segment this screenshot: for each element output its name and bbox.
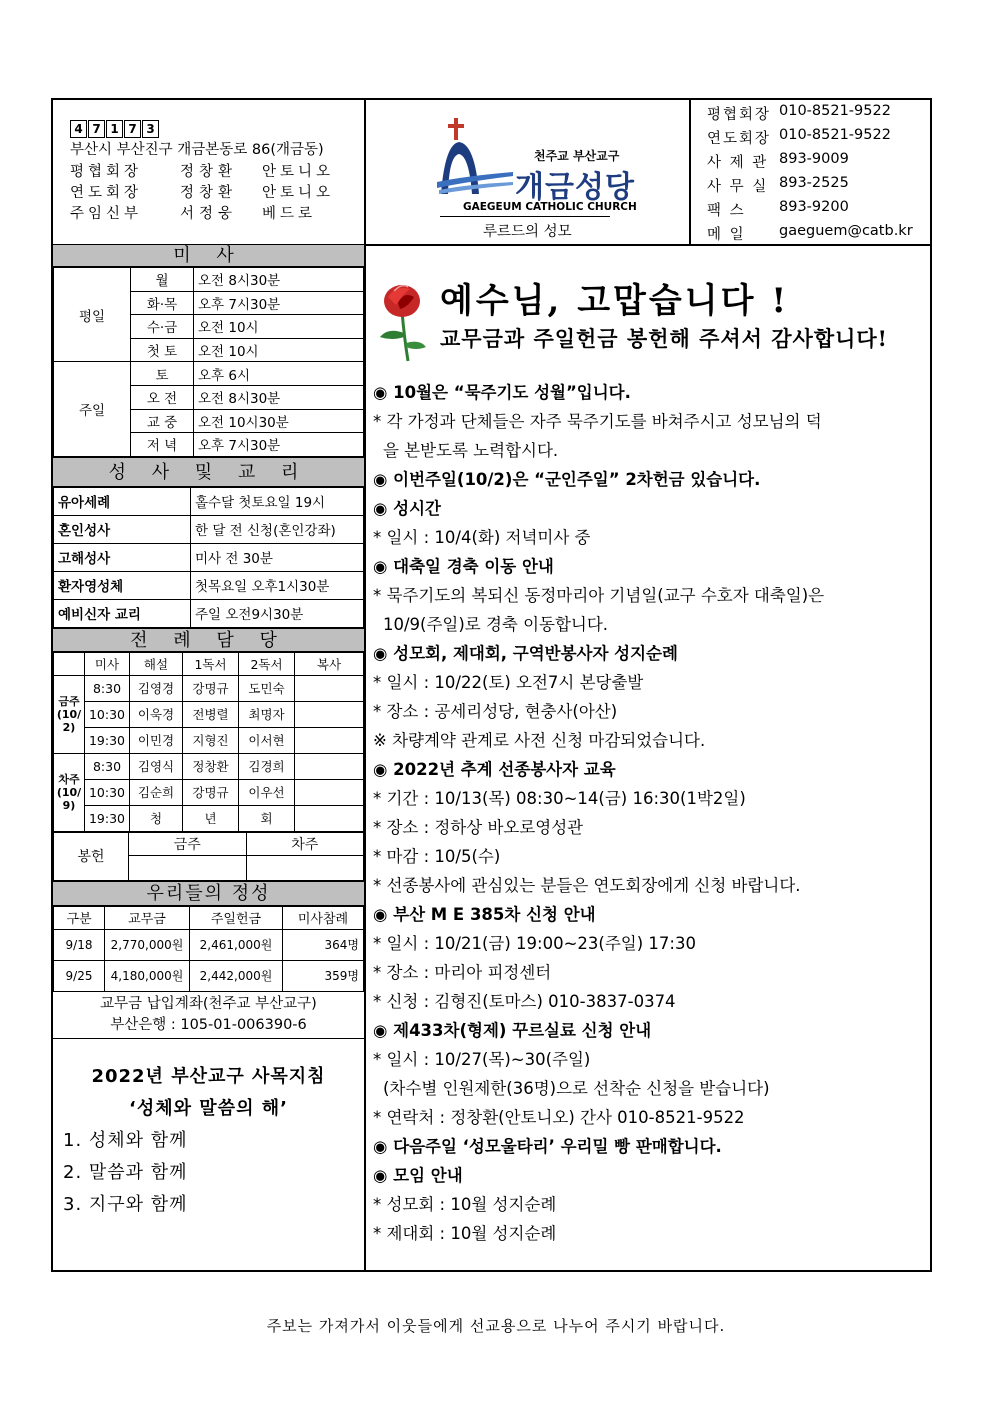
main-title: 예수님, 고맙습니다 ! [440, 281, 790, 321]
notice-line: * 선종봉사에 관심있는 분들은 연도회장에게 신청 바랍니다. [373, 876, 801, 895]
notice-line: * 일시 : 10/22(토) 오전7시 본당출발 [373, 673, 644, 692]
notice-line: * 장소 : 정하상 바오로영성관 [373, 818, 584, 837]
bulletin-page [51, 98, 932, 1272]
contact-row: 연도회장 010-8521-9522 [707, 127, 891, 147]
logo-divider [440, 216, 610, 217]
logo-english-name: GAEGEUM CATHOLIC CHURCH [463, 201, 637, 213]
notice-line: * 장소 : 마리아 피정센터 [373, 963, 552, 982]
notice-line: * 성모회 : 10월 성지순례 [373, 1195, 557, 1214]
donations-section-title: 우리들의 정성 [53, 881, 364, 906]
contact-row: 사 제 관 893-9009 [707, 151, 849, 171]
contact-row: 팩 스 893-9200 [707, 199, 849, 219]
notice-line: * 각 가정과 단체들은 자주 묵주기도를 바쳐주시고 성모님의 덕 [373, 412, 822, 431]
notice-heading: ◉ 제433차(형제) 꾸르실료 신청 안내 [373, 1021, 652, 1040]
notice-line: * 일시 : 10/4(화) 저녁미사 중 [373, 528, 591, 547]
logo-church-name: 개금성당 [515, 170, 635, 205]
notice-heading: ◉ 성모회, 제대회, 구역반봉사자 성지순례 [373, 644, 678, 663]
contact-row: 사 무 실 893-2525 [707, 175, 849, 195]
notice-line: (차수별 인원제한(36명)으로 선착순 신청을 받습니다) [383, 1079, 770, 1098]
motto-item: 3. 지구와 함께 [63, 1193, 188, 1215]
motto-item: 2. 말씀과 함께 [63, 1161, 188, 1183]
notice-heading: ◉ 성시간 [373, 499, 441, 518]
staff-row: 주임신부 서정웅 베드로 [70, 206, 317, 222]
notice-line: 을 본받도록 노력합시다. [383, 441, 559, 460]
notice-heading: ◉ 대축일 경축 이동 안내 [373, 557, 554, 576]
notice-line: * 마감 : 10/5(수) [373, 847, 501, 866]
notice-line: * 일시 : 10/21(금) 19:00~23(주일) 17:30 [373, 934, 696, 953]
church-logo-block [365, 100, 691, 244]
header [53, 100, 930, 246]
notice-line: * 일시 : 10/27(목)~30(주일) [373, 1050, 591, 1069]
rose-icon [374, 281, 430, 363]
notice-line: * 묵주기도의 복되신 동정마리아 기념일(교구 수호자 대축일)은 [373, 586, 825, 605]
notice-heading: ◉ 이번주일(10/2)은 “군인주일” 2차헌금 있습니다. [373, 470, 761, 489]
header-address-block [53, 100, 366, 244]
liturgy-table: 미사 해설 1독서 2독서 복사 금주(10/2) 8:30 김영경 강명규 도민숙 10:30 이욱경 전병렬 최명자 19:30 이민경 지형진 이서현 차주(10/9) 8:30 김영식 정창환 김경희 10:30 김순희 강명규 이우선 19:30 청 년 회 [53, 652, 364, 832]
patron-name: 루르드의 성모 [483, 224, 572, 240]
logo-diocese-text: 천주교 부산교구 [534, 149, 620, 163]
donations-table: 구분 교무금 주일헌금 미사참례 9/18 2,770,000원 2,461,000원 364명 9/25 4,180,000원 2,442,000원 359명 [53, 906, 364, 992]
main-subtitle: 교무금과 주일헌금 봉헌해 주셔서 감사합니다! [440, 326, 888, 351]
right-column [366, 245, 930, 1272]
notice-heading: ◉ 다음주일 ‘성모울타리’ 우리밀 빵 판매합니다. [373, 1137, 722, 1156]
notice-line: * 장소 : 공세리성당, 현충사(아산) [373, 702, 618, 721]
liturgy-section-title: 전 례 담 당 [53, 628, 364, 652]
motto-item: 1. 성체와 함께 [63, 1129, 188, 1151]
sacraments-section-title: 성 사 및 교 리 [53, 457, 364, 487]
account-info: 교무금 납입계좌(천주교 부산교구) 부산은행 : 105-01-006390-6 [100, 995, 317, 1033]
contact-row: 평협회장 010-8521-9522 [707, 103, 891, 123]
notice-line: * 연락처 : 정창환(안토니오) 간사 010-8521-9522 [373, 1108, 745, 1127]
notice-line: * 기간 : 10/13(목) 08:30~14(금) 16:30(1박2일) [373, 789, 746, 808]
staff-row: 평협회장 정창환 안토니오 [70, 164, 335, 180]
mass-section-title: 미 사 [53, 245, 364, 267]
notice-line: ※ 차량계약 관계로 사전 신청 마감되었습니다. [373, 731, 706, 750]
church-logo-icon [435, 116, 515, 200]
offering-table: 봉헌 금주 차주 [53, 832, 364, 881]
staff-row: 연도회장 정창환 안토니오 [70, 185, 335, 201]
sacraments-table: 유아세례 홀수달 첫토요일 19시 혼인성사 한 달 전 신청(혼인강좌) 고해성사 미사 전 30분 환자영성체 첫목요일 오후1시30분 예비신자 교리 주일 오전9시30분 [53, 487, 364, 628]
zip-code: 4 7 1 7 3 [70, 120, 159, 138]
address: 부산시 부산진구 개금본동로 86(개금동) [70, 142, 324, 158]
left-column [53, 245, 366, 1272]
notice-line: * 신청 : 김형진(토마스) 010-3837-0374 [373, 992, 676, 1011]
notice-line: * 제대회 : 10월 성지순례 [373, 1224, 557, 1243]
notice-list [373, 378, 925, 1248]
contacts-block [690, 100, 930, 244]
footer-note: 주보는 가져가서 이웃들에게 선교용으로 나누어 주시기 바랍니다. [266, 1317, 726, 1335]
notice-heading: ◉ 2022년 추계 선종봉사자 교육 [373, 760, 616, 779]
notice-heading: ◉ 부산 M E 385차 신청 안내 [373, 905, 596, 924]
notice-line: 10/9(주일)로 경축 이동합니다. [383, 615, 609, 634]
notice-heading: ◉ 10월은 “묵주기도 성월”입니다. [373, 383, 631, 402]
motto-title: 2022년 부산교구 사목지침 ‘성체와 말씀의 해’ [91, 1065, 326, 1119]
mass-schedule-table: 평일 월 오전 8시30분 화·목 오후 7시30분 수·금 오전 10시 첫 토 오전 10시 주일 토 오후 6시 오 전 오전 8시30분 교 중 오전 10시30분 저 녁 오후 7시30분 [53, 267, 364, 457]
notice-heading: ◉ 모임 안내 [373, 1166, 463, 1185]
contact-row: 메 일 gaeguem@catb.kr [707, 223, 913, 243]
